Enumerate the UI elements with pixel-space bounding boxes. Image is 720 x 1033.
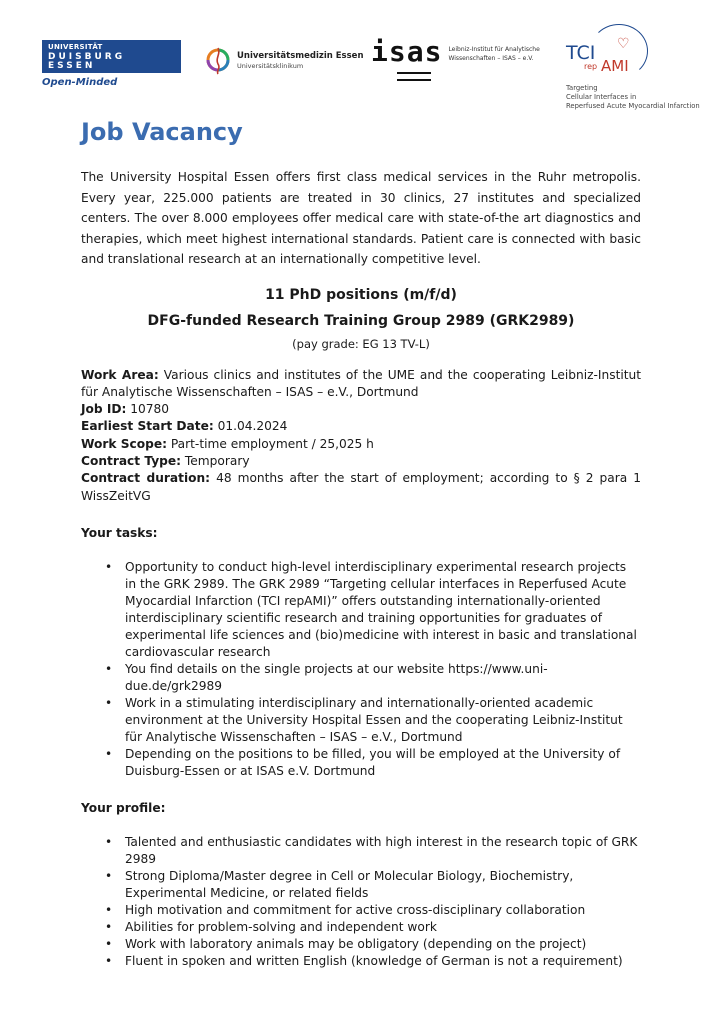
job-facts — [81, 367, 641, 505]
fact-label: Work Scope: — [81, 436, 167, 451]
bullet: • — [105, 953, 113, 968]
profile-heading: Your profile: — [81, 800, 166, 815]
ume-emblem-icon — [205, 44, 231, 76]
tasks-list — [81, 559, 641, 780]
ude-logo-line2: DUISBURG — [48, 52, 126, 62]
bullet: • — [105, 746, 113, 761]
fact-label: Contract Type: — [81, 453, 182, 468]
list-item-text: High motivation and commitment for active cross-disciplinary collaboration — [125, 902, 586, 917]
program-heading: DFG-funded Research Training Group 2989 (GRK2989) — [147, 312, 575, 329]
ude-logo-line1: UNIVERSITÄT — [48, 43, 103, 51]
bullet: • — [105, 936, 113, 951]
tci-emblem — [566, 24, 650, 84]
list-item-text: Fluent in spoken and written English (knowledge of German is not a requirement) — [125, 953, 623, 968]
list-item — [105, 902, 641, 919]
fact-label: Earliest Start Date: — [81, 419, 214, 434]
bullet: • — [105, 661, 113, 676]
list-item-text: Talented and enthusiastic candidates with high interest in the research topic of GRK 2989 — [125, 834, 638, 866]
fact-value: Part-time employment / 25,025 h — [170, 436, 374, 451]
fact-label: Job ID: — [81, 402, 127, 417]
list-item — [105, 868, 641, 902]
bullet: • — [105, 919, 113, 934]
tci-repami-logo — [566, 24, 700, 111]
tci-caption-line1: Targeting — [566, 84, 598, 92]
bullet: • — [105, 868, 113, 883]
job-posting — [81, 118, 641, 970]
tci-ami: AMI — [601, 57, 629, 75]
list-item-text: You find details on the single projects at our website https://www.uni-due.de/grk2989 — [125, 661, 548, 693]
list-item-text: Strong Diploma/Master degree in Cell or Molecular Biology, Biochemistry, Experimental Medicine, or related fields — [125, 868, 574, 900]
ume-subname: Universitätsklinikum — [237, 61, 304, 70]
header-logos — [0, 0, 720, 125]
list-item — [105, 953, 641, 970]
fact-start-date — [81, 418, 641, 435]
bullet: • — [105, 559, 113, 574]
fact-contract-duration — [81, 470, 641, 505]
tci-caption-line3: Reperfused Acute Myocardial Infarction — [566, 102, 700, 110]
list-item — [105, 695, 641, 746]
positions-heading: 11 PhD positions (m/f/d) — [265, 286, 457, 303]
ude-logo — [42, 40, 181, 88]
heart-icon: ♡ — [617, 36, 630, 52]
tci-caption — [566, 84, 700, 111]
fact-job-id — [81, 401, 641, 418]
list-item-text: Depending on the positions to be filled, you will be employed at the University of Duisburg-Essen or at ISAS e.V. Dortmund — [125, 746, 621, 778]
ude-logo-box — [42, 40, 181, 73]
list-item — [105, 746, 641, 780]
list-item — [105, 919, 641, 936]
tci-wordmark: TCI — [566, 42, 596, 64]
isas-wordmark: isas — [371, 35, 443, 68]
list-item-text: Abilities for problem-solving and independent work — [125, 919, 437, 934]
isas-lines-graphic — [397, 72, 431, 86]
fact-value: Temporary — [184, 453, 250, 468]
tci-caption-line2: Cellular Interfaces in — [566, 93, 637, 101]
fact-value: 10780 — [130, 402, 170, 417]
isas-logo — [371, 35, 540, 68]
intro-paragraph: The University Hospital Essen offers first class medical services in the Ruhr metropolis. Every year, 225.000 patients are treated in 30 clinics, 27 institutes and specialized centers. The over 8.000 employees offer medical care with state-of-the art diagnostics and therapies, which meet highest international standards. Patient care is connected with basic and translational research at an internationally competitive level. — [81, 170, 641, 266]
ume-logo — [205, 44, 364, 76]
list-item-text: Work in a stimulating interdisciplinary and internationally-oriented academic environment at the University Hospital Essen and the cooperating Leibniz-Institut für Analytische Wissenschaften – ISAS – e.V., Dortmund — [125, 695, 623, 744]
ude-tagline: Open-Minded — [42, 77, 118, 88]
list-item — [105, 936, 641, 953]
tci-rep: rep — [584, 62, 598, 71]
fact-label: Contract duration: — [81, 471, 211, 486]
isas-line2: Wissenschaften – ISAS – e.V. — [448, 55, 534, 62]
isas-line1: Leibniz-Institut für Analytische — [448, 46, 540, 53]
tasks-heading: Your tasks: — [81, 525, 158, 540]
fact-work-scope — [81, 436, 641, 453]
pay-grade: (pay grade: EG 13 TV-L) — [292, 336, 430, 351]
list-item — [105, 834, 641, 868]
bullet: • — [105, 834, 113, 849]
ume-name: Universitätsmedizin Essen — [237, 50, 364, 61]
bullet: • — [105, 695, 113, 710]
list-item-text: Work with laboratory animals may be obligatory (depending on the project) — [125, 936, 587, 951]
fact-contract-type — [81, 453, 641, 470]
list-item-text: Opportunity to conduct high-level interdisciplinary experimental research projects in the GRK 2989. The GRK 2989 “Targeting cellular interfaces in Reperfused Acute Myocardial Infarction (TCI repAMI)” offers outstanding internationally-oriented interdisciplinary scientific research and training opportunities for graduates of experimental life sciences and (bio)medicine with interest in basic and translational cardiovascular research — [125, 559, 637, 659]
fact-value: 48 months after the start of employment; according to § 2 para 1 WissZeitVG — [81, 471, 641, 503]
profile-list — [81, 834, 641, 970]
bullet: • — [105, 902, 113, 917]
list-item — [105, 559, 641, 661]
fact-value: Various clinics and institutes of the UME and the cooperating Leibniz-Institut für Analytische Wissenschaften – ISAS – e.V., Dortmund — [81, 367, 642, 399]
ude-logo-line3: ESSEN — [48, 61, 96, 71]
list-item — [105, 661, 641, 695]
fact-label: Work Area: — [81, 367, 159, 382]
fact-value: 01.04.2024 — [217, 419, 288, 434]
page-title: Job Vacancy — [81, 118, 243, 146]
fact-work-area — [81, 367, 641, 402]
